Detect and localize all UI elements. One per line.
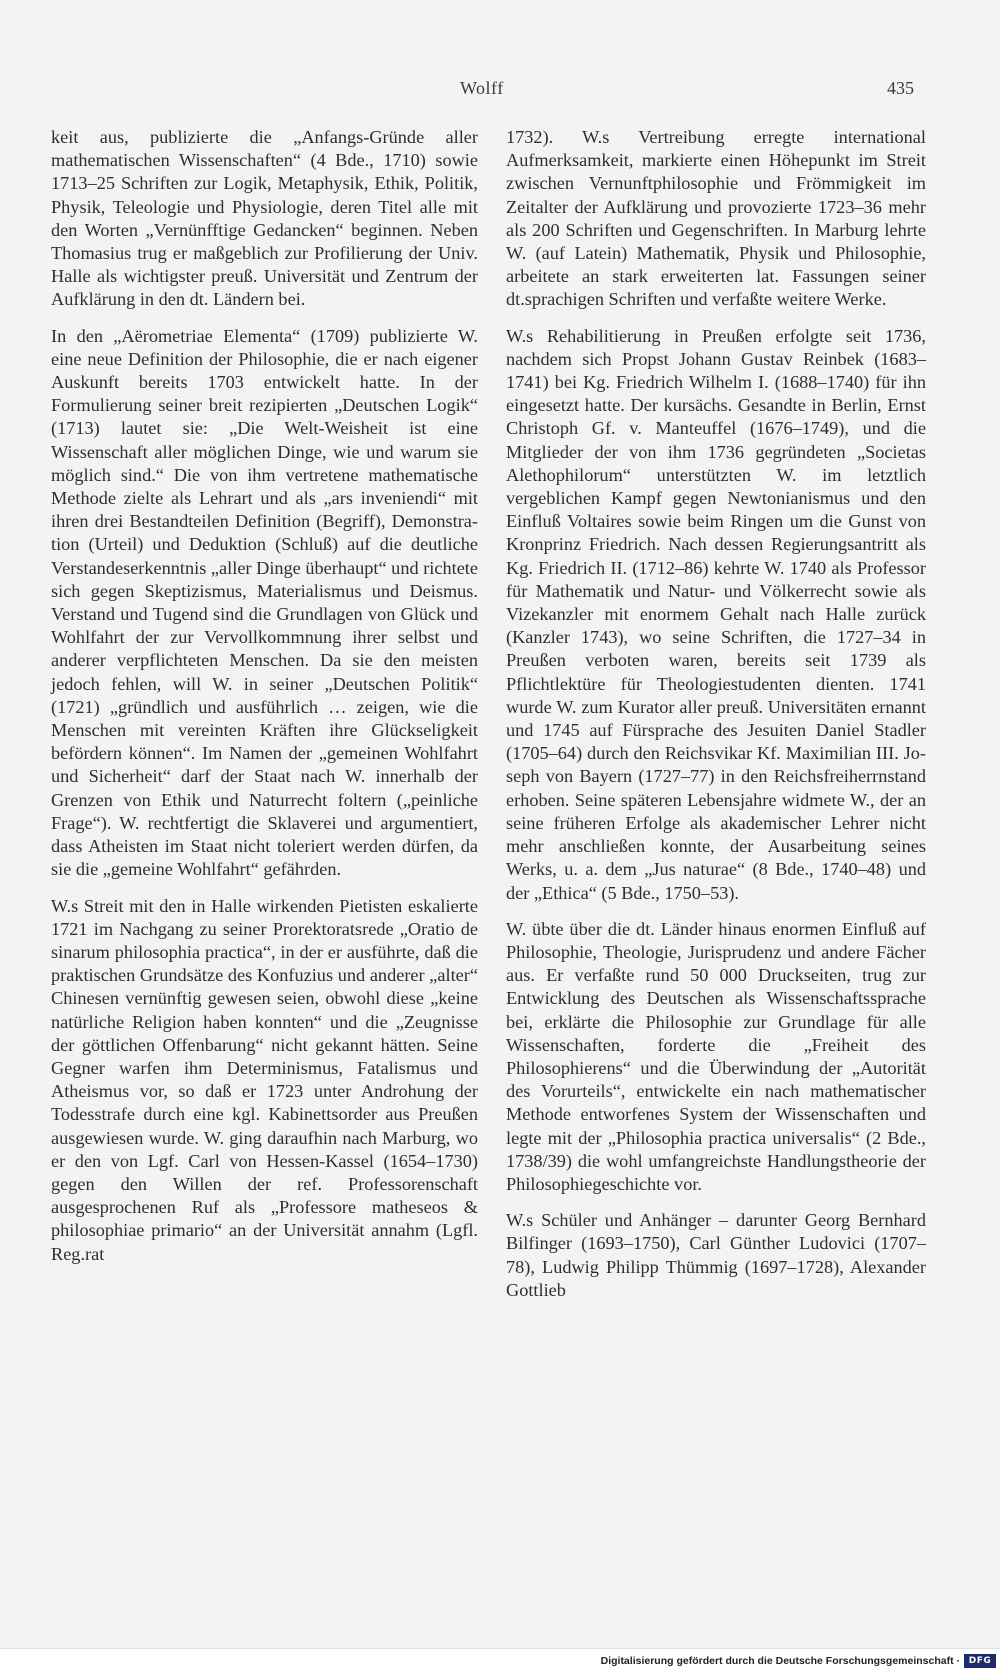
paragraph: keit aus, publizierte die „Anfangs-Gründe aller mathematischen Wissenschaften“ (4 Bde., 1710) sowie 1713–25 Schriften zur Logik, Metaphysik, Ethik, Politik, Physik, Teleologie und Physiologie, deren Titel alle mit den Worten „Vernünfftige Gedancken“ beginnen. Neben Thomasius trug er maßgeblich zur Profilierung der Univ. Halle als wichtigster preuß. Universität und Zentrum der Aufklärung in den dt. Ländern bei.: [51, 127, 478, 310]
right-column: [506, 126, 926, 1315]
paragraph: W.s Streit mit den in Halle wirkenden Pietisten eskalierte 1721 im Nachgang zu seiner Prorektoratsrede „Oratio de sinarum philosophia practica“, in der er ausführte, daß die praktischen Grundsätze des Konfuzius und anderer „alter“ Chinesen vernünftig gewesen seien, obwohl diese „keine natürliche Religion haben konnten“ und die „Zeugnisse der göttlichen Offenbarung“ nicht gekannt hätten. Seine Gegner warfen ihm Determinismus, Fatalismus und Atheismus vor, so daß er 1723 unter Androhung der Todesstrafe durch eine kgl. Kabinettsorder aus Preußen ausgewiesen wurde. W. ging daraufhin nach Marburg, wo er den von Lgf. Carl von Hessen-Kassel (1654–1730) gegen den Willen der ref. Professorenschaft ausgesprochenen Ruf als „Professore matheseos & philosophiae primario“ an der Universität annahm (Lgfl. Reg.rat: [51, 895, 478, 1264]
paragraph: W. übte über die dt. Länder hinaus enormen Einfluß auf Philosophie, Theologie, Jurisprudenz und andere Fächer aus. Er verfaßte rund 50 000 Druckseiten, trug zur Entwicklung des Deutschen als Wissenschaftssprache bei, erklärte die Philosophie zur Grundlage für alle Wissenschaften, forderte die „Freiheit des Philosophierens“ und die Überwindung der „Autorität des Vorurteils“, entwickelte ein nach mathematischer Methode entworfenes System der Wissenschaften und legte mit der „Philosophia practica universalis“ (2 Bde., 1738/39) die wohl umfangreichste Handlungstheorie der Philosophiegeschichte vor.: [506, 918, 926, 1194]
dfg-logo: DFG: [964, 1654, 996, 1668]
digitization-footer: [0, 1648, 1000, 1675]
paragraph: 1732). W.s Vertreibung erregte international Aufmerksamkeit, markierte einen Höhepunkt im Streit zwischen Vernunftphilosophie und Frömmigkeit im Zeitalter der Aufklärung und provozierte 1723–36 mehr als 200 Schriften und Gegenschriften. In Marburg lehrte W. (auf Latein) Mathematik, Physik und Philosophie, arbeitete an stark erweiterten lat. Fassungen seiner dt.sprachigen Schriften und verfaßte weitere Werke.: [506, 127, 926, 310]
running-head: Wolff: [460, 78, 504, 98]
left-column: [51, 126, 478, 1279]
paragraph: W.s Schüler und Anhänger – darunter Georg Bernhard Bilfinger (1693–1750), Carl Günther Ludovici (1707–78), Ludwig Philipp Thümmig (1697–1728), Alexander Gottlieb: [506, 1210, 926, 1300]
paragraph: In den „Aërometriae Elementa“ (1709) publizierte W. eine neue Definition der Philosophie, die er nach eigener Auskunft bereits 1703 entwickelt hatte. In der Formulierung seiner breit rezipierten „Deutschen Logik“ (1713) lautet sie: „Die Welt-Weisheit ist eine Wissenschaft aller möglichen Dinge, wie und warum sie möglich sind.“ Die von ihm vertretene mathematische Methode zielte als Lehrart und als „ars inveniendi“ mit ihren drei Bestandteilen Definition (Begriff), Demonstration (Urteil) und Deduktion (Schluß) auf die deutliche Verstandeserkenntnis „aller Dinge überhaupt“ und richtete sich gegen Skeptizismus, Materialismus und Deismus. Verstand und Tugend sind die Grundlagen von Glück und Wohlfahrt der zur Vervollkommnung ihrer selbst und anderer verpflichteten Menschen. Da sie den meisten jedoch fehlen, will W. in seiner „Deutschen Politik“ (1721) „gründlich und ausführlich … zeigen, wie die Menschen mit vereinten Kräften ihre Glückseligkeit befördern können“. Im Namen der „gemeinen Wohlfahrt und Sicherheit“ darf der Staat nach W. innerhalb der Grenzen von Ethik und Naturrecht foltern („peinliche Frage“). W. rechtfertigt die Sklaverei und argumentiert, dass Atheisten im Staat nicht toleriert werden dürfen, da sie die „gemeine Wohlfahrt“ gefährden.: [51, 325, 478, 880]
paragraph: W.s Rehabilitierung in Preußen erfolgte seit 1736, nachdem sich Propst Johann Gustav Reinbek (1683–1741) bei Kg. Friedrich Wilhelm I. (1688–1740) für ihn eingesetzt hatte. Der kursächs. Gesandte in Berlin, Ernst Christoph Gf. v. Manteuffel (1676–1749), und die Mitglieder der von ihm 1736 gegründeten „Societas Alethophilorum“ unterstützten W. im letztlich vergeblichen Kampf gegen Newtonianismus und den Einfluß Voltaires sowie beim Ringen um die Gunst von Kronprinz Friedrich. Nach dessen Regierungsantritt als Kg. Friedrich II. (1712–86) kehrte W. 1740 als Professor für Mathematik und Natur- und Völkerrecht sowie als Vizekanzler mit enormem Gehalt nach Halle zurück (Kanzler 1743), wo seine Schriften, die 1727–34 in Preußen verboten waren, bereits seit 1739 als Pflichtlektüre für Theologiestudenten dienten. 1741 wurde W. zum Kurator aller preuß. Universitäten ernannt und 1745 auf Fürsprache des Jesuiten Daniel Stadler (1705–64) durch den Reichsvikar Kf. Maximilian III. Joseph von Bayern (1727–77) in den Reichsfreiherrnstand erhoben. Seine späteren Lebensjahre widmete W., der an seine früheren Erfolge als akademischer Lehrer nicht mehr anschließen konnte, der Ausarbeitung seines Werks, u. a. dem „Jus naturae“ (8 Bde., 1740–48) und der „Ethica“ (5 Bde., 1750–53).: [506, 325, 926, 903]
funding-notice: Digitalisierung gefördert durch die Deutsche Forschungsgemeinschaft ·: [600, 1655, 960, 1667]
page-number: 435: [887, 78, 914, 98]
